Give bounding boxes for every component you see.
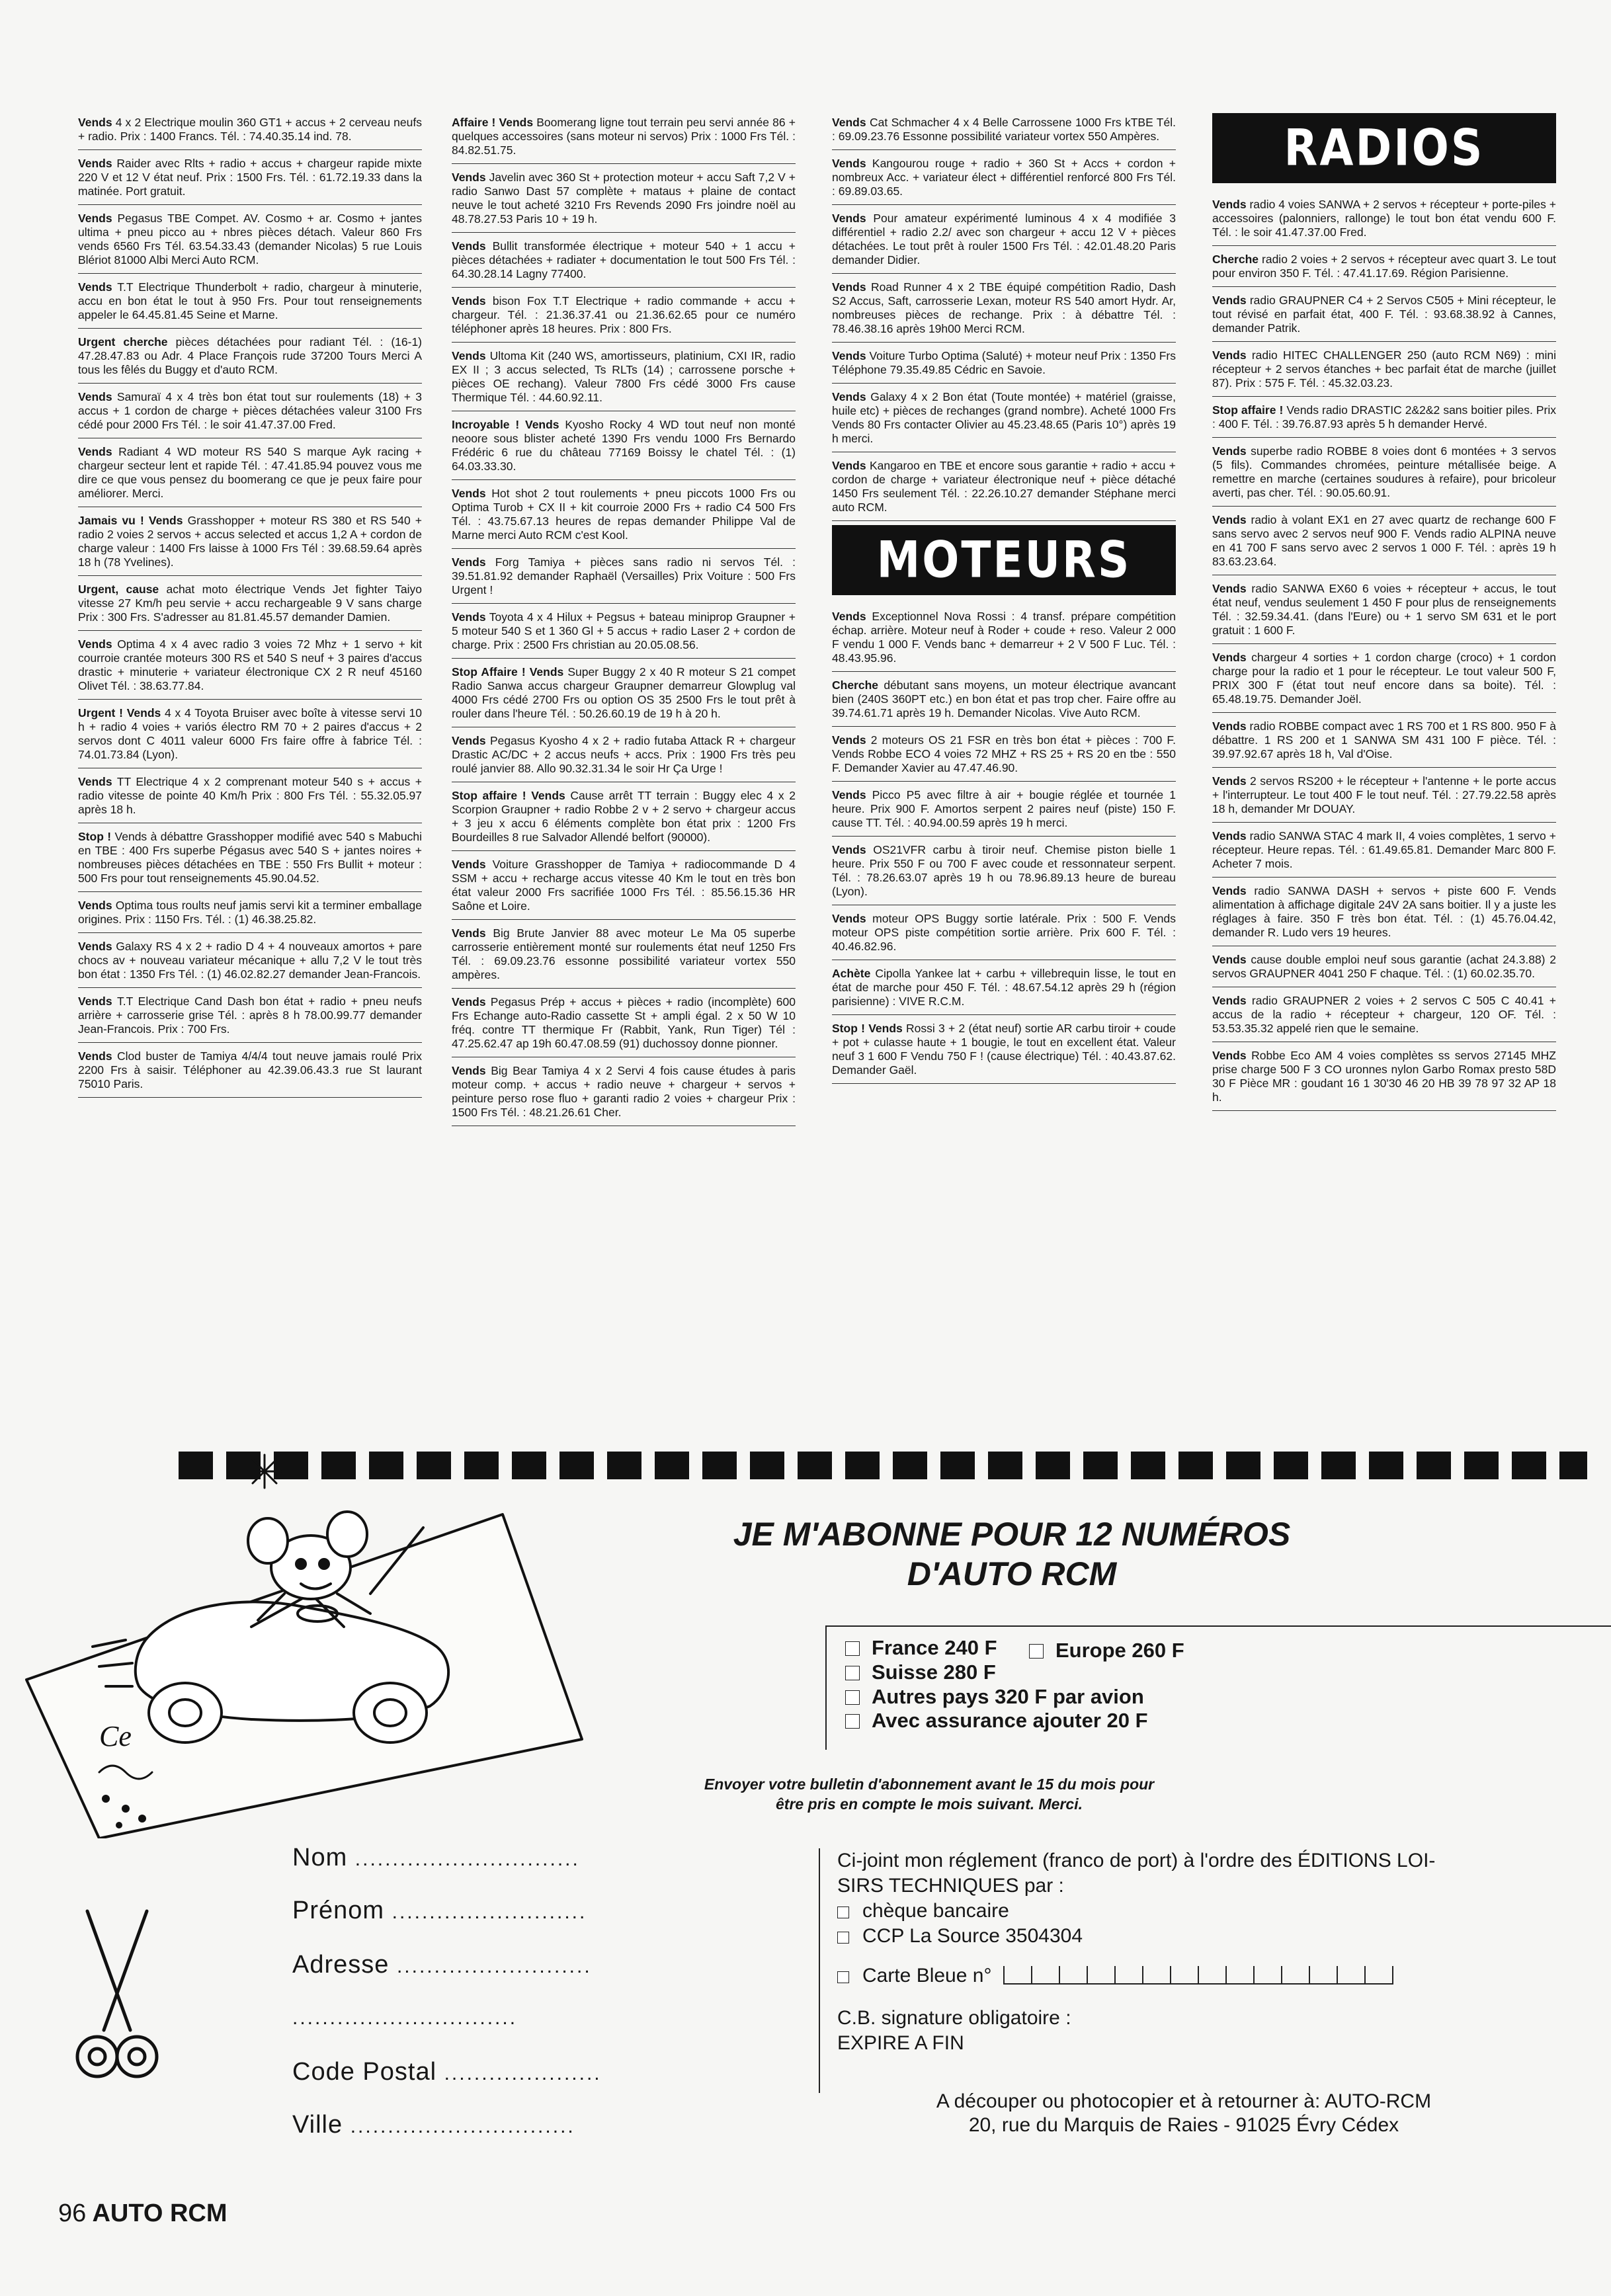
ad-text: chargeur 4 sorties + 1 cordon charge (croco) + 1 cordon charge pour la radio et 1 pour le récepteur. Le tout valeur 500 F, PRIX 300 F (état tout neuf encore dans sa boite). Tél. : 65.48.19.75. Demander Joël.: [1212, 651, 1557, 706]
ad-lead: Vends: [452, 610, 486, 624]
ad-lead: Vends: [832, 610, 866, 623]
ad-lead: Incroyable ! Vends: [452, 418, 559, 431]
ad-lead: Vends: [1212, 582, 1247, 595]
prenom-field[interactable]: Prénom ..........................: [292, 1897, 587, 1924]
checkbox-france[interactable]: [845, 1641, 860, 1656]
ad-lead: Jamais vu ! Vends: [78, 514, 183, 527]
ad-text: Big Bear Tamiya 4 x 2 Servi 4 fois cause études à paris moteur comp. + accus + radio neuve + chargeur + servos + peinture perso rose fluo + garanti radio 2 voies + chargeur Prix : 1500 Frs Tél. : 48.21.26.61 Cher.: [452, 1064, 796, 1119]
classified-ad: [452, 549, 796, 604]
subscription-title-line2: D'AUTO RCM: [907, 1555, 1117, 1592]
ad-lead: Vends: [78, 1049, 112, 1063]
ad-lead: Vends: [1212, 884, 1247, 897]
payment-cheque[interactable]: chèque bancaire: [837, 1899, 1585, 1924]
ad-lead: Vends: [832, 212, 866, 225]
classified-ad: [832, 672, 1176, 727]
classified-ad: [78, 933, 422, 988]
ad-text: Optima 4 x 4 avec radio 3 voies 72 Mhz + 1 servo + kit courroie crantée moteurs 300 RS et 540 S neuf + 3 paires d'accus drastic + minuterie + variateur électronique CX 2 R neuf 45160 Olivet Tél. : 38.63.77.84.: [78, 637, 422, 692]
classified-ad: [832, 905, 1176, 960]
option-suisse[interactable]: Suisse 280 F: [845, 1660, 996, 1684]
classified-ad: [1212, 878, 1556, 946]
classified-ad: [1212, 191, 1556, 246]
option-france[interactable]: France 240 F: [845, 1636, 997, 1660]
checkbox-cheque[interactable]: [837, 1906, 849, 1918]
classified-ad: [832, 452, 1176, 521]
ad-lead: Vends: [452, 734, 486, 747]
ad-lead: Vends: [832, 116, 866, 129]
classified-ad: [1212, 397, 1556, 438]
ad-lead: Stop affaire ! Vends: [452, 789, 565, 802]
ad-lead: Stop affaire !: [1212, 403, 1284, 417]
ad-lead: Stop Affaire ! Vends: [452, 665, 564, 678]
classified-ad: [832, 343, 1176, 384]
ad-lead: Vends: [78, 116, 112, 129]
checkbox-carte-bleue[interactable]: [837, 1971, 849, 1983]
ad-lead: Cherche: [832, 678, 879, 692]
classified-ad: [78, 1043, 422, 1098]
classified-ad: [78, 438, 422, 507]
classified-ad: [78, 892, 422, 933]
payment-ccp[interactable]: CCP La Source 3504304: [837, 1924, 1585, 1949]
ad-text: radio 2 voies + 2 servos + récepteur avec quart 3. Le tout pour environ 350 F. Tél. : 47.41.17.69. Région Parisienne.: [1212, 253, 1556, 280]
ad-lead: Vends: [452, 1064, 486, 1077]
ad-lead: Urgent ! Vends: [78, 706, 161, 719]
classified-ad: [1212, 644, 1556, 713]
ad-lead: Vends: [1212, 198, 1247, 211]
ad-text: Radiant 4 WD moteur RS 540 S marque Ayk racing + chargeur secteur lent et rapide Tél. : 47.41.85.94 pouvez vous me dire ce que vous pensez du boomerang ce que je peux faire pour améliorer. Merci.: [78, 445, 422, 500]
classified-ad: [452, 411, 796, 480]
expire-field[interactable]: EXPIRE A FIN: [837, 2032, 964, 2054]
ad-lead: Vends: [1212, 953, 1247, 966]
classified-ad: [1212, 713, 1556, 768]
ad-text: bison Fox T.T Electrique + radio commande + accu + chargeur. Tél. : 21.36.37.41 ou 21.36.62.65 pour ce numéro téléphoner après 18 heures. Prix : 800 Frs.: [452, 294, 796, 335]
ad-text: Javelin avec 360 St + protection moteur + accu Saft 7,2 V + radio Sanwo Dast 57 complète + mataus + plaine de contact neuve le tout acheté 3210 Frs Revends 2090 Frs joindre noël au 48.78.27.53 Paris 10 + 19 h.: [452, 171, 796, 226]
classified-ad: [78, 988, 422, 1043]
classified-ad: [78, 631, 422, 700]
ad-lead: Vends: [78, 157, 112, 170]
classified-ad: [1212, 575, 1556, 644]
ad-text: Samuraï 4 x 4 très bon état tout sur roulements (18) + 3 accus + 1 cordon de charge + pièces détachées valeur 3100 Frs cédé pour 2000 Frs Tél. : le soir 41.47.37.00 Fred.: [78, 390, 422, 431]
ad-text: Cat Schmacher 4 x 4 Belle Carrossene 1000 Frs kTBE Tél. : 69.09.23.76 Essonne possibilité variateur vortex 550 Ampères.: [832, 116, 1176, 143]
ad-text: TT Electrique 4 x 2 comprenant moteur 540 s + accus + radio vitesse de pointe 40 Km/h Prix : 800 Frs Tél. : 55.32.05.97 après 18 h.: [78, 775, 423, 816]
ad-lead: Vends: [78, 637, 112, 651]
nom-field[interactable]: Nom ..............................: [292, 1844, 580, 1871]
classified-ad: [452, 109, 796, 164]
classified-ad: [78, 109, 422, 150]
ad-lead: Vends: [452, 858, 486, 871]
classified-ad: [832, 384, 1176, 452]
ad-text: Toyota 4 x 4 Hilux + Pegsus + bateau miniprop Graupner + 5 moteur 540 S et 1 360 Gl + 5 accus + radio Laser 2 + cordon de charge. Prix : 2500 Frs christian au 20.05.08.56.: [452, 610, 796, 651]
card-number-boxes[interactable]: [1003, 1966, 1393, 1985]
ad-text: Pegasus Kyosho 4 x 2 + radio futaba Attack R + chargeur Drastic AC/DC + 2 accus neufs + accs. Prix : 1900 Frs très peu roulé janvier 88. Allo 90.32.31.34 le soir Hr Ça Urge !: [452, 734, 796, 775]
classifieds-column-1: [78, 109, 422, 1098]
ad-lead: Vends: [832, 788, 866, 801]
ad-lead: Vends: [452, 995, 486, 1008]
ad-text: Forg Tamiya + pièces sans radio ni servos Tél. : 39.51.81.92 demander Raphaël (Versailles) Prix Voiture : 500 Frs Urgent !: [452, 555, 796, 596]
ad-lead: Vends: [452, 171, 486, 184]
classifieds-column-2: [452, 109, 796, 1126]
ad-text: Robbe Eco AM 4 voies complètes ss servos 27145 MHZ prise charge 500 F 3 CO uronnes nylon Garbo Romax presto 58D 30 F Pièce MR : goudant 16 1 30'30 46 20 HB 39 78 97 32 AP 18 h.: [1212, 1049, 1556, 1104]
ad-text: radio SANWA DASH + servos + piste 600 F. Vends alimentation à affichage digitale 24V 2A sans boitier. Il y a juste les réglages à faire. 350 F très bon état. Tél. : (1) 45.76.04.42, demander R. Ludo vers 19 heures.: [1212, 884, 1556, 939]
ad-text: radio 4 voies SANWA + 2 servos + récepteur + porte-piles + accessoires (palonniers, rallonge) le tout bon état vendu 600 F. Tél. : le soir 41.47.37.00 Fred.: [1212, 198, 1556, 239]
ad-text: cause double emploi neuf sous garantie (achat 24.3.88) 2 servos GRAUPNER 4041 250 F chaque. Tél. : (1) 60.02.35.70.: [1212, 953, 1556, 980]
ad-text: radio GRAUPNER C4 + 2 Servos C505 + Mini récepteur, le tout révisé en parfait état, 400 F. Tél. : 93.68.38.92 à Cannes, demander Patrik.: [1212, 294, 1556, 335]
classified-ad: [78, 768, 422, 823]
ad-text: T.T Electrique Thunderbolt + radio, chargeur à minuterie, accu en bon état le tout à 950 Frs. Pour tout renseignements appeler le 64.45.81.45 Seine et Marne.: [78, 280, 422, 321]
ad-text: 4 x 4 Toyota Bruiser avec boîte à vitesse servi 10 h + radio 4 voies + variós électro RM 70 + 2 paires d'accus + 2 servos dont C 4011 valeur 6000 Frs faire offre à fabrice Tél. : 74.01.73.84 (Lyon).: [78, 706, 422, 761]
ad-text: achat moto électrique Vends Jet fighter Taiyo vitesse 27 Km/h peu servie + accu rechargeable 9 V sans charge Prix : 300 Frs. S'adresser au 81.81.45.57 demander Damien.: [78, 583, 422, 624]
classified-ad: [452, 164, 796, 233]
ad-lead: Vends: [78, 212, 112, 225]
classified-ad: [78, 274, 422, 329]
classified-ad: [452, 920, 796, 989]
ad-lead: Vends: [1212, 294, 1247, 307]
ad-lead: Vends: [452, 487, 486, 500]
classified-ad: [1212, 246, 1556, 287]
classified-ad: [1212, 823, 1556, 878]
ad-lead: Vends: [1212, 829, 1247, 842]
classified-ad: [1212, 287, 1556, 342]
subscription-notice: Envoyer votre bulletin d'abonnement avant le 15 du mois pour être pris en compte le mois suivant. Merci.: [704, 1776, 1155, 1813]
classified-ad: [832, 274, 1176, 343]
ad-text: radio SANWA EX60 6 voies + récepteur + accus, le tout état neuf, vendus seulement 1 450 F pour plus de renseignements Tél. : 32.59.34.41. (dans l'Eure) ou + 1 servo SM 631 et le port gratuit : 1 600 F.: [1212, 582, 1556, 637]
ad-lead: Vends: [1212, 994, 1247, 1007]
classified-ad: [78, 823, 422, 892]
classified-ad: [452, 727, 796, 782]
classified-ad: [832, 603, 1176, 672]
classified-ad: [832, 782, 1176, 837]
classified-ad: [832, 1015, 1176, 1084]
ad-lead: Affaire ! Vends: [452, 116, 534, 129]
option-europe[interactable]: Europe 260 F: [1029, 1639, 1184, 1662]
ad-text: Vends radio DRASTIC 2&2&2 sans boitier piles. Prix : 400 F. Tél. : 39.76.87.93 après 5 h demander Hervé.: [1212, 403, 1556, 430]
option-assurance[interactable]: Avec assurance ajouter 20 F: [845, 1709, 1148, 1733]
ad-text: pièces détachées pour radiant Tél. : (16-1) 47.28.47.83 ou Adr. 4 Place François rude 37200 Tours Merci A tous les fêlés du Buggy et d'auto RCM.: [78, 335, 423, 376]
subscription-title: [681, 1514, 1342, 1594]
classified-ad: [1212, 342, 1556, 397]
ad-lead: Urgent cherche: [78, 335, 168, 348]
classified-ad: [78, 507, 422, 576]
car-illustration: [0, 1428, 661, 1838]
ad-text: Super Buggy 2 x 40 R moteur S 21 compet Radio Sanwa accus chargeur Graupner demarreur Glowplug val 4000 Frs cédé 2700 Frs ou option OS 35 2500 Frs le tout prêt à rouler dans l'heure Tél. : 50.26.60.19 de 19 h à 20 h.: [452, 665, 796, 720]
classified-ad: [832, 837, 1176, 905]
classified-ad: [452, 343, 796, 411]
ad-text: Raider avec Rlts + radio + accus + chargeur rapide mixte 220 V et 12 V état neuf. Prix : 1500 Frs. Tél. : 61.72.19.33 dans la matinée. Port gratuit.: [78, 157, 422, 198]
ad-text: Galaxy RS 4 x 2 + radio D 4 + 4 nouveaux amortos + pare chocs av + nouveau variateur mécanique + allu 7,2 V le tout très bon état : 1350 Frs Tél. : (1) 46.02.82.27 demander Jean-Francois.: [78, 940, 422, 981]
ad-text: Grasshopper + moteur RS 380 et RS 540 + radio 2 voies 2 servos + accus selected et accus 1,2 A + cordon de charge valeur : 1400 Frs laisse à 1000 Frs Tél : 39.68.59.64 après 18 h (78 Yvelines).: [78, 514, 423, 569]
ad-text: moteur OPS Buggy sortie latérale. Prix : 500 F. Vends moteur OPS piste compétition sortie arrière. Prix 600 F. Tél. : 40.46.82.96.: [832, 912, 1176, 953]
ad-text: Clod buster de Tamiya 4/4/4 tout neuve jamais roulé Prix 2200 Frs à saisir. Téléphoner au 42.39.06.43.3 rue St laurant 75010 Paris.: [78, 1049, 422, 1090]
ad-text: Big Brute Janvier 88 avec moteur Le Ma 05 superbe carrosserie entièrement monté sur roulements état neuf 1250 Frs Tél. : 69.09.23.76 essonne possibilité variateur vortex 550 ampères.: [452, 926, 796, 981]
classified-ad: [1212, 1042, 1556, 1111]
page-number: 96: [58, 2199, 87, 2227]
ad-text: Picco P5 avec filtre à air + bougie réglée et tournée 1 heure. Prix 900 F. Amortos serpent 2 paires neuf (piste) 150 F. cause TT. Tél. : 40.94.00.59 après 19 h merci.: [832, 788, 1176, 829]
magazine-name: AUTO RCM: [92, 2199, 227, 2227]
ad-text: T.T Electrique Cand Dash bon état + radio + pneu neufs arrière + carrosserie grise Tél. : après 8 h 78.00.99.77 demander Jean-Francois. Prix : 700 Frs.: [78, 995, 422, 1036]
ad-lead: Vends: [1212, 513, 1247, 526]
ad-text: 2 moteurs OS 21 FSR en très bon état + pièces : 700 F. Vends Robbe ECO 4 voies 72 MHZ + RS 25 + RS 20 en tbe : 550 F. Demander Xavier au 47.47.46.90.: [832, 733, 1176, 774]
ad-lead: Vends: [832, 349, 866, 362]
ad-text: radio SANWA STAC 4 mark II, 4 voies complètes, 1 servo + récepteur. Heure repas. Tél. : 61.49.65.81. Demander Marc 800 F. Acheter 7 mois.: [1212, 829, 1556, 870]
ad-text: Vends à débattre Grasshopper modifié avec 540 s Mabuchi en TBE : 400 Frs superbe Pégasus avec 540 S + jantes noires + nombreuses pièces détachées en TBE : 550 Frs Bullit + moteur : 500 Frs pour tout renseignements 45.90.04.52.: [78, 830, 422, 885]
classified-ad: [1212, 507, 1556, 575]
ad-lead: Stop !: [78, 830, 112, 843]
payment-section: Ci-joint mon réglement (franco de port) à l'ordre des ÉDITIONS LOI- SIRS TECHNIQUES par : chèque bancaire CCP La Source 3504304 Carte Bleue n° C.B. signature obligatoire : EXPIRE A FIN: [819, 1848, 1585, 2093]
ad-text: radio ROBBE compact avec 1 RS 700 et 1 RS 800. 950 F à débattre. 1 RS 200 et 1 SANWA SM 431 100 F pièce. Tél. : 39.97.92.67 après 18 h, Val d'Oise.: [1212, 719, 1556, 760]
checkbox-ccp[interactable]: [837, 1932, 849, 1944]
classified-ad: [78, 576, 422, 631]
ad-text: débutant sans moyens, un moteur électrique avancant bien (240S 360PT etc.) en bon état et pas trop cher. Faire offre au 39.74.61.71 après 19 h. Demander Nicolas. Vive Auto RCM.: [832, 678, 1176, 719]
classified-ad: [78, 700, 422, 768]
checkbox-suisse[interactable]: [845, 1666, 860, 1680]
ad-text: Kyosho Rocky 4 WD tout neuf non monté neoore sous blister acheté 1390 Frs vendu 1000 Frs Bernardo Frédéric 6 rue du château 77169 Boissy le chatel Tél. : (1) 64.03.33.30.: [452, 418, 796, 473]
sign-text: Ce: [99, 1720, 132, 1752]
ad-lead: Cherche: [1212, 253, 1259, 266]
ad-text: Ultoma Kit (240 WS, amortisseurs, platinium, CXI IR, radio EX II ; 3 accus selected, Ts RLTs (14) ; carrossene porsche + pièces OE rechang). Valeur 7800 Frs cédé 3000 Frs cause Thermique Tél. : 44.60.92.11.: [452, 349, 796, 404]
classified-ad: [832, 727, 1176, 782]
classified-ad: [452, 989, 796, 1057]
ad-lead: Vends: [78, 390, 112, 403]
ad-text: Pegasus Prép + accus + pièces + radio (incomplète) 600 Frs Echange auto-Radio cassette St + ampli égal. 2 x 50 W 10 fréq. contre TT thermique Fr (Rabbit, Yank, Run Tiger) Tél : 47.25.62.47 ap 19h 60.47.08.59 (91) duchossoy donne pionner.: [452, 995, 796, 1050]
ad-lead: Vends: [832, 843, 866, 856]
classified-ad: [832, 150, 1176, 205]
ad-lead: Vends: [1212, 719, 1247, 733]
classified-ad: [452, 288, 796, 343]
classified-ad: [78, 150, 422, 205]
classified-ad: [1212, 946, 1556, 987]
ad-text: 2 servos RS200 + le récepteur + l'antenne + le porte accus + l'interrupteur. Le tout 400 F le tout neuf. Tél. : 27.79.22.58 après 18 h, demander Mr DOUAY.: [1212, 774, 1556, 815]
ad-text: superbe radio ROBBE 8 voies dont 6 montées + 3 servos (5 fils). Commandes chromées, peinture métallisée beige. A remettre en marche (certaines soudures à refaire), pour bricoleur averti, pas cher. Tél. : 90.05.60.91.: [1212, 444, 1556, 499]
classified-ad: [452, 782, 796, 851]
checkbox-europe[interactable]: [1029, 1644, 1044, 1659]
classified-ad: [832, 109, 1176, 150]
code-postal-field[interactable]: Code Postal .....................: [292, 2058, 602, 2086]
ad-text: Kangaroo en TBE et encore sous garantie + radio + accu + cordon de charge + variateur électronique neuf + pièce détaché 1450 Frs seulement Tél. : 22.26.10.27 demander Stéphane merci auto RCM.: [832, 459, 1176, 514]
ad-text: Exceptionnel Nova Rossi : 4 transf. prépare compétition échap. arrière. Moteur neuf à Roder + coude + reso. Valeur 2 000 F vendu 1 000 F. Vends banc + demarreur + 2 V 500 F Luc. Tél. : 48.43.95.96.: [832, 610, 1176, 665]
ad-lead: Vends: [832, 280, 866, 294]
ad-lead: Stop ! Vends: [832, 1022, 903, 1035]
ad-text: Optima tous roults neuf jamis servi kit a terminer emballage origines. Prix : 1150 Frs. Tél. : (1) 46.38.25.82.: [78, 899, 422, 926]
ad-lead: Urgent, cause: [78, 583, 159, 596]
ad-lead: Vends: [78, 940, 112, 953]
ad-text: Pour amateur expérimenté luminous 4 x 4 modifiée 3 différentiel + radio 2.2/ avec son chargeur + accu 12 V + pièces détachées. Le tout prêt à rouler 1500 Frs Tél. : 42.01.48.20 Paris demander Didier.: [832, 212, 1176, 266]
return-address: A découper ou photocopier et à retourner à: AUTO-RCM 20, rue du Marquis de Raies - 91025 Évry Cédex: [936, 2090, 1432, 2136]
ad-text: Galaxy 4 x 2 Bon état (Toute montée) + matériel (graisse, huile etc) + pièces de rechanges (grand nombre). Acheté 1000 Frs Vends 80 Frs contacter Olivier au 45.23.48.65 (Paris 10°) après 19 h merci.: [832, 390, 1176, 445]
ad-lead: Vends: [832, 912, 866, 925]
ad-lead: Vends: [78, 445, 112, 458]
classified-ad: [78, 384, 422, 438]
ad-text: radio HITEC CHALLENGER 250 (auto RCM N69) : mini récepteur + 2 servos étanches + bec parfait état de marche (juillet 87). Prix : 575 F. Tél. : 45.32.03.23.: [1212, 348, 1556, 390]
ville-field[interactable]: Ville ..............................: [292, 2111, 575, 2139]
ad-lead: Vends: [832, 157, 866, 170]
subscription-options: [825, 1625, 1611, 1750]
ad-lead: Vends: [1212, 444, 1247, 458]
ad-lead: Vends: [1212, 651, 1247, 664]
ad-lead: Vends: [832, 459, 866, 472]
ad-text: radio GRAUPNER 2 voies + 2 servos C 505 C 40.41 + accus de la radio + récepteur + chargeur, 120 OF. Tél. : 53.53.35.32 appelé rien que le semaine.: [1212, 994, 1556, 1035]
ad-text: Bullit transformée électrique + moteur 540 + 1 accu + pièces détachées + radiater + documentation le tout 500 Frs Tél. : 64.30.28.14 Lagny 77400.: [452, 239, 796, 280]
radios-section-header: RADIOS: [1212, 113, 1556, 183]
ad-lead: Vends: [1212, 1049, 1247, 1062]
classified-ad: [78, 329, 422, 384]
ad-text: Cause arrêt TT terrain : Buggy elec 4 x 2 Scorpion Graupner + radio Robbe 2 v + 2 servo + chargeur accus + 3 jeu x accu 6 éléments complète bon état prix : 1200 Frs Bourdeilles 8 rue Salvador Allendé belfort (90000).: [452, 789, 796, 844]
ad-text: Kangourou rouge + radio + 360 St + Accs + cordon + nombreux Acc. + variateur élect + différentiel renforcé 800 Frs Tél. : 69.89.03.65.: [832, 157, 1176, 198]
ad-lead: Vends: [452, 239, 486, 253]
classified-ad: [452, 480, 796, 549]
moteurs-section-header: MOTEURS: [832, 525, 1176, 595]
ad-text: Voiture Turbo Optima (Saluté) + moteur neuf Prix : 1350 Frs Téléphone 79.35.49.85 Cédric en Savoie.: [832, 349, 1176, 376]
adresse-line2-field[interactable]: ..............................: [292, 2007, 518, 2029]
ad-lead: Vends: [1212, 774, 1247, 788]
ad-text: Voiture Grasshopper de Tamiya + radiocommande D 4 SSM + accu + recharge accus vitesse 40 Km le tout en très bon état valeur 2000 Frs sacrifiée 1000 Frs Tél. : 85.56.15.36 HR Saône et Loire.: [452, 858, 796, 913]
checkbox-autres-pays[interactable]: [845, 1690, 860, 1705]
checkbox-assurance[interactable]: [845, 1714, 860, 1729]
classified-ad: [78, 205, 422, 274]
classified-ad: [832, 205, 1176, 274]
ad-lead: Vends: [452, 926, 486, 940]
ad-text: Hot shot 2 tout roulements + pneu piccots 1000 Frs ou Optima Turob + CX II + kit courroie 2000 Frs + radio C4 500 Frs Tél. : 43.75.67.13 heures de repas demander Philippe Val de Marne merci Auto RCM c'est Kool.: [452, 487, 796, 542]
ad-lead: Vends: [452, 349, 486, 362]
scissors-icon: [74, 1905, 160, 2090]
classified-ad: [452, 233, 796, 288]
ad-text: Pegasus TBE Compet. AV. Cosmo + ar. Cosmo + jantes ultima + pneu picco au + nbres pièces détach. Valeur 860 Frs vends 6560 Frs Tél. 63.54.33.43 (demander Nicolas) 5 rue Louis Blériot 81000 Albi Merci Auto RCM.: [78, 212, 422, 266]
adresse-field[interactable]: Adresse ..........................: [292, 1951, 592, 1979]
payment-carte-bleue[interactable]: Carte Bleue n°: [837, 1963, 1585, 1988]
ad-lead: Vends: [78, 995, 112, 1008]
classified-ad: [452, 851, 796, 920]
classified-ad: [1212, 768, 1556, 823]
cb-signature: C.B. signature obligatoire :: [837, 2007, 1071, 2029]
classified-ad: [452, 604, 796, 659]
ad-text: radio à volant EX1 en 27 avec quartz de rechange 600 F sans servo avec 2 servos neuf 900 F. Vends radio ALPINA neuve en 41 700 F sans servo avec 2 servos 1 000 F. Tél. : après 19 h 83.63.23.64.: [1212, 513, 1556, 568]
ad-text: Cipolla Yankee lat + carbu + villebrequin lisse, le tout en état de marche pour 450 F. Tél. : 48.67.54.12 après 29 h (région parisienne) : VIVE R.C.M.: [832, 967, 1176, 1008]
classified-ad: [452, 1057, 796, 1126]
option-autres-pays[interactable]: Autres pays 320 F par avion: [845, 1685, 1144, 1709]
classified-ad: [452, 659, 796, 727]
ad-text: 4 x 2 Electrique moulin 360 GT1 + accus + 2 cerveau neufs + radio. Prix : 1400 Francs. Tél. : 74.40.35.14 ind. 78.: [78, 116, 422, 143]
ad-text: Road Runner 4 x 2 TBE équipé compétition Radio, Dash S2 Accus, Saft, carrosserie Lexan, moteur RS 540 amort Hydr. Ar, nombreuses pièces de rechange. Prix : à débattre Tél. : 78.46.38.16 après 19h00 Merci RCM.: [832, 280, 1176, 335]
ad-lead: Vends: [452, 294, 486, 308]
classified-ad: [1212, 987, 1556, 1042]
classifieds-column-4: [1212, 109, 1556, 1111]
ad-text: Rossi 3 + 2 (état neuf) sortie AR carbu tiroir + coude + pot + culasse haute + 1 bougie, le tout en excellent état. Valeur neuf 3 1 600 F Vendu 750 F ! (cause électrique) Tél. : 40.43.87.62. Demander Gaël.: [832, 1022, 1176, 1077]
classified-ad: [1212, 438, 1556, 507]
classifieds-column-3: [832, 109, 1176, 1084]
page-footer: [58, 2199, 227, 2228]
ad-lead: Vends: [78, 899, 112, 912]
ad-lead: Vends: [832, 390, 866, 403]
classified-ad: [832, 960, 1176, 1015]
ad-text: Boomerang ligne tout terrain peu servi année 86 + quelques accessoires (sans moteur ni servos) Prix : 1000 Frs Tél. : 84.82.51.75.: [452, 116, 796, 157]
ad-lead: Vends: [78, 775, 112, 788]
ad-lead: Achète: [832, 967, 871, 980]
ad-lead: Vends: [1212, 348, 1247, 362]
ad-lead: Vends: [452, 555, 486, 569]
ad-lead: Vends: [832, 733, 866, 747]
subscription-title-line1: JE M'ABONNE POUR 12 NUMÉROS: [733, 1516, 1291, 1553]
ad-lead: Vends: [78, 280, 112, 294]
ad-text: OS21VFR carbu à tiroir neuf. Chemise piston bielle 1 heure. Prix 550 F ou 700 F avec coude et ressonnateur serpent. Tél. : 78.26.63.07 après 19 h ou 78.96.89.13 heure de bureau (Lyon).: [832, 843, 1176, 898]
